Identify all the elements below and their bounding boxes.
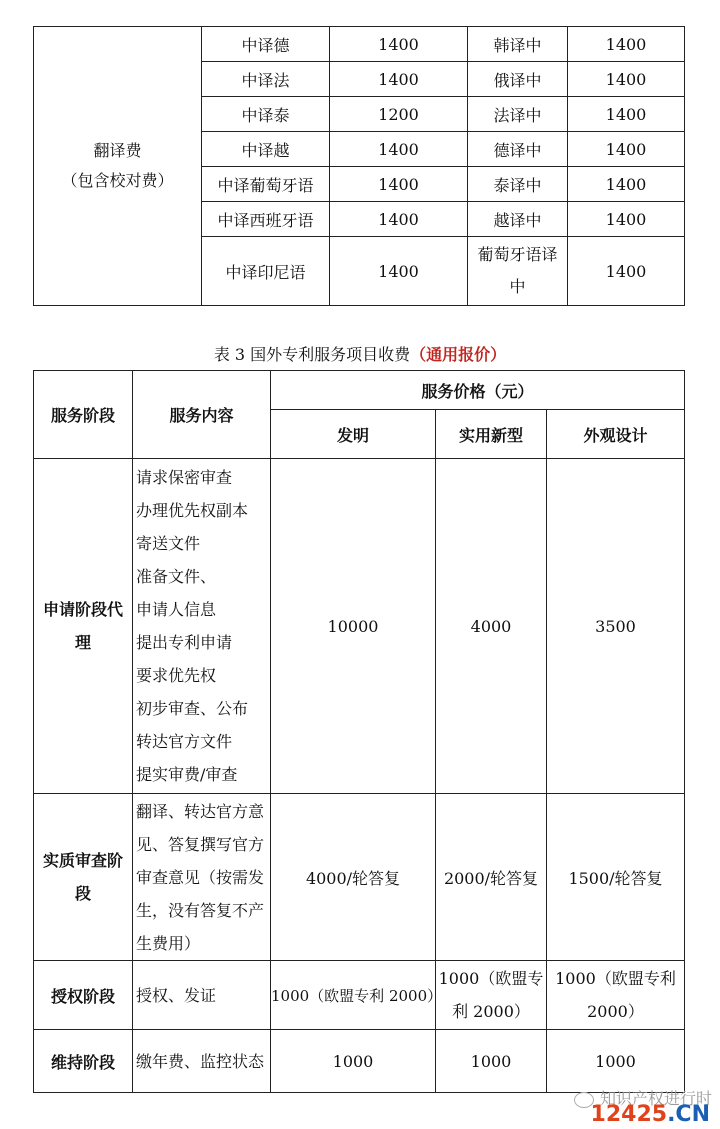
stage-cell [34,459,133,794]
lang-b-cell: 泰译中 [468,167,568,202]
lang-a-cell: 中译越 [202,132,330,167]
stage-cell [34,794,133,961]
design-price: 1500/轮答复 [547,794,685,961]
content-line: 提出专利申请 [136,633,233,652]
content-line: 办理优先权副本 [136,501,249,520]
price-a-cell: 1400 [330,27,468,62]
lang-a-cell: 中译德 [202,27,330,62]
lang-b-cell: 越译中 [468,202,568,237]
price-a-cell: 1400 [330,62,468,97]
header-stage: 服务阶段 [34,371,133,459]
lang-b-cell: 俄译中 [468,62,568,97]
utility-price: 1000 [436,1030,547,1093]
patent-fee-table [33,370,685,1093]
stage-line: 申请阶段代 [42,600,123,619]
price-b-cell: 1400 [568,132,685,167]
stage-cell: 维持阶段 [34,1030,133,1093]
fee-label-cell [34,27,202,306]
caption-text: 表 3 国外专利服务项目收费 [213,345,411,364]
translation-fee-table [33,26,685,306]
utility-price: 2000/轮答复 [436,794,547,961]
fee-label-note: （包含校对费） [61,171,174,190]
header-invention: 发明 [271,410,436,459]
content-line: 要求优先权 [136,666,217,685]
price-a-cell: 1200 [330,97,468,132]
content-cell [133,459,271,794]
lang-b-line: 葡萄牙语译 [477,245,558,264]
lang-b-cell: 德译中 [468,132,568,167]
content-line: 准备文件、 [136,567,217,586]
price-a-cell: 1400 [330,167,468,202]
price-b-cell: 1400 [568,167,685,202]
stage-line: 段 [74,884,91,903]
price-a-cell: 1400 [330,202,468,237]
content-line: 提实审费/审查 [136,765,238,784]
site-logo [591,1102,710,1127]
logo-number: 12425 [590,1102,668,1127]
watermark-text: 知识产权进行时 [599,1089,712,1108]
caption-highlight: （通用报价） [410,345,507,364]
header-price: 服务价格（元） [271,371,685,410]
price-b-cell: 1400 [568,62,685,97]
design-price-line: 2000） [587,1002,644,1021]
content-line: 翻译、转达官方意 [136,801,265,821]
content-line: 审查意见（按需发 [136,867,265,887]
content-cell: 缴年费、监控状态 [133,1030,271,1093]
design-price: 1000 [547,1030,685,1093]
utility-price [436,961,547,1030]
design-price: 3500 [547,459,685,794]
lang-a-cell: 中译印尼语 [202,237,330,306]
stage-cell: 授权阶段 [34,961,133,1030]
lang-b-cell: 法译中 [468,97,568,132]
content-line: 申请人信息 [136,600,217,619]
content-cell [133,794,271,961]
header-content: 服务内容 [133,371,271,459]
content-line: 请求保密审查 [136,468,233,487]
lang-b-line: 中 [509,277,526,296]
logo-domain: .CN [667,1102,710,1127]
lang-a-cell: 中译泰 [202,97,330,132]
price-b-cell: 1400 [568,97,685,132]
content-cell: 授权、发证 [133,961,271,1030]
table-caption [0,342,720,365]
design-price [547,961,685,1030]
content-line: 生，没有答复不产 [136,900,265,920]
stage-line: 理 [74,633,91,652]
content-line: 生费用） [136,933,201,953]
price-a-cell: 1400 [330,237,468,306]
fee-label: 翻译费 [93,141,142,160]
invention-price: 1000（欧盟专利 2000） [271,961,436,1030]
lang-b-cell [468,237,568,306]
price-b-cell: 1400 [568,202,685,237]
content-line: 转达官方文件 [136,732,233,751]
utility-price: 4000 [436,459,547,794]
price-a-cell: 1400 [330,132,468,167]
invention-price: 1000 [271,1030,436,1093]
lang-b-cell: 韩译中 [468,27,568,62]
content-line: 寄送文件 [136,534,201,553]
price-b-cell: 1400 [568,27,685,62]
content-line: 初步审查、公布 [136,699,249,718]
header-utility: 实用新型 [436,410,547,459]
lang-a-cell: 中译西班牙语 [202,202,330,237]
header-design: 外观设计 [547,410,685,459]
invention-price: 4000/轮答复 [271,794,436,961]
price-b-cell: 1400 [568,237,685,306]
lang-a-cell: 中译法 [202,62,330,97]
utility-price-line: 1000（欧盟专 [438,969,544,988]
utility-price-line: 利 2000） [452,1002,530,1021]
design-price-line: 1000（欧盟专利 [555,969,676,988]
invention-price: 10000 [271,459,436,794]
lang-a-cell: 中译葡萄牙语 [202,167,330,202]
stage-line: 实质审查阶 [42,851,123,870]
content-line: 见、答复撰写官方 [136,834,265,854]
